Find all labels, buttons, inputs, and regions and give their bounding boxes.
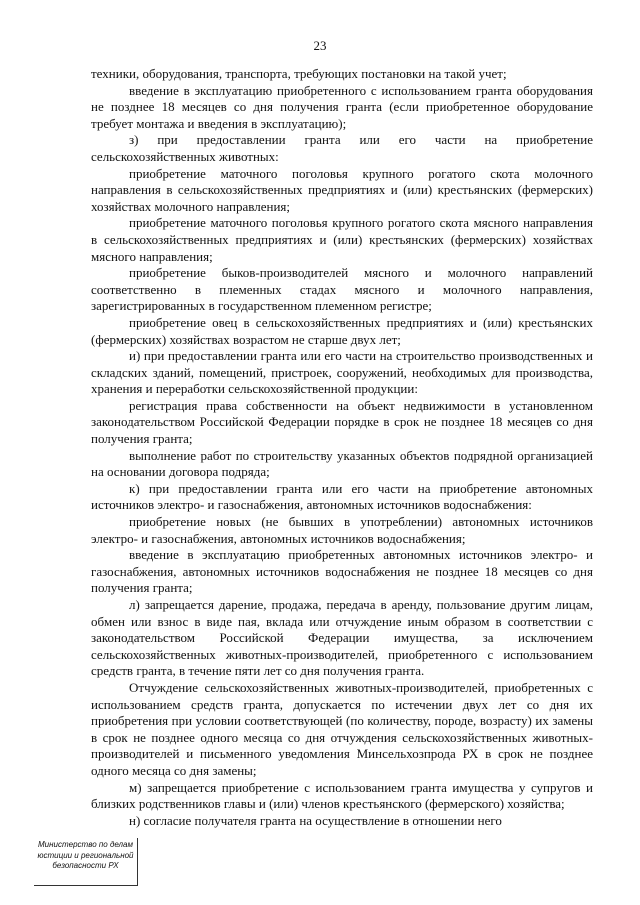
document-body	[91, 66, 593, 829]
paragraph: приобретение овец в сельскохозяйственных предприятиях и (или) крестьянских (фермерских) хозяйствах возрастом не старше двух лет;	[91, 314, 593, 347]
paragraph: введение в эксплуатацию приобретенных автономных источников электро- и газоснабжения, автономных источников водоснабжения не позднее 18 месяцев со дня получения гранта;	[91, 547, 593, 596]
registration-stamp	[34, 838, 138, 886]
paragraph: выполнение работ по строительству указанных объектов подрядной организацией на основании договора подряда;	[91, 447, 593, 480]
paragraph: приобретение быков-производителей мясного и молочного направлений соответственно в племенных стадах мясного и молочного направления, зарегистрированных в государственном племенном регистре;	[91, 265, 593, 314]
stamp-line: безопасности РХ	[52, 861, 119, 870]
paragraph: Отчуждение сельскохозяйственных животных-производителей, приобретенных с использованием средств гранта, допускается по истечении двух лет со дня их приобретения при условии соответствующей (по количеству, породе, возрасту) их замены в срок не позднее одного месяца со дня отчуждения сельскохозяйственных животных-производителей и письменного уведомления Минсельхозпрода РХ в срок не позднее одного месяца со дня замены;	[91, 679, 593, 778]
paragraph: и) при предоставлении гранта или его части на строительство производственных и складских зданий, помещений, пристроек, сооружений, необходимых для производства, хранения и переработки сельскохозяйственной продукции:	[91, 348, 593, 397]
stamp-line: Министерство по делам	[38, 840, 133, 849]
paragraph: техники, оборудования, транспорта, требующих постановки на такой учет;	[91, 66, 507, 81]
paragraph: н) согласие получателя гранта на осуществление в отношении него	[129, 812, 502, 828]
paragraph: приобретение маточного поголовья крупного рогатого скота молочного направления в сельскохозяйственных предприятиях и (или) крестьянских (фермерских) хозяйствах молочного направления;	[91, 165, 593, 214]
paragraph: к) при предоставлении гранта или его части на приобретение автономных источников электро- и газоснабжения, автономных источников водоснабжения:	[91, 480, 593, 513]
paragraph: регистрация права собственности на объект недвижимости в установленном законодательством Российской Федерации порядке в срок не позднее 18 месяцев со дня получения гранта;	[91, 397, 593, 447]
paragraph: м) запрещается приобретение с использованием гранта имущества у супругов и близких родственников главы и (или) членов крестьянского (фермерского) хозяйства;	[91, 779, 593, 812]
paragraph: л) запрещается дарение, продажа, передача в аренду, пользование другим лицам, обмен или взнос в виде пая, вклада или отчуждение иным образом в соответствии с законодательством Российской Федерации имущества, за исключением сельскохозяйственных животных-производителей, приобретенного с использованием средств гранта, в течение пяти лет со дня получения гранта.	[91, 597, 593, 679]
page-number: 23	[313, 38, 327, 53]
paragraph: приобретение новых (не бывших в употреблении) автономных источников электро- и газоснабжения, автономных источников водоснабжения;	[91, 514, 593, 546]
paragraph: приобретение маточного поголовья крупного рогатого скота мясного направления в сельскохозяйственных предприятиях и (или) крестьянских (фермерских) хозяйствах мясного направления;	[91, 215, 593, 264]
stamp-line: юстиции и региональной	[37, 850, 134, 860]
paragraph: введение в эксплуатацию приобретенного с использованием гранта оборудования не позднее 18 месяцев со дня получения гранта (если приобретенное оборудование требует монтажа и введения в эксплуатацию);	[91, 82, 593, 131]
paragraph: з) при предоставлении гранта или его части на приобретение сельскохозяйственных животных:	[91, 132, 593, 164]
